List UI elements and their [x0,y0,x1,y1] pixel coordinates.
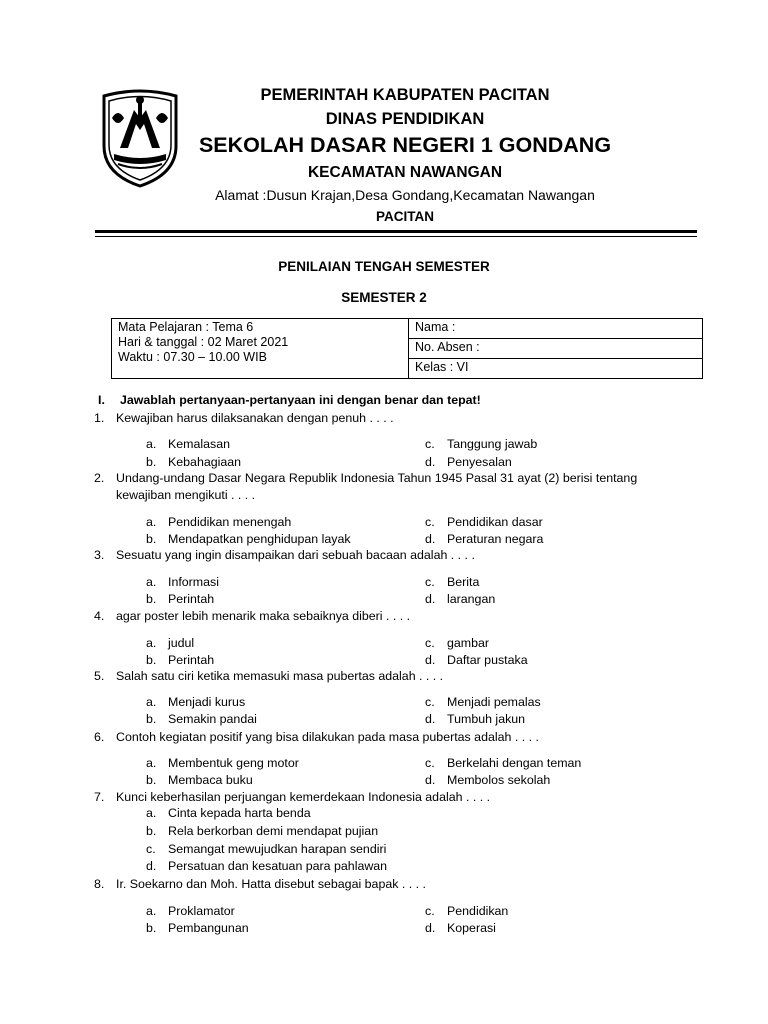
option-2b[interactable]: b. Mendapatkan penghidupan layak [146,532,351,546]
option-6d[interactable]: d. Membolos sekolah [425,773,551,787]
option-2d[interactable]: d. Peraturan negara [425,532,544,546]
school-address: Alamat :Dusun Krajan,Desa Gondang,Kecamatan Nawangan [215,187,595,203]
question-text: agar poster lebih menarik maka sebaiknya diberi . . . . [116,609,411,623]
kop-line-4: KECAMATAN NAWANGAN [307,164,503,181]
question-number: 1. [94,411,105,425]
option-4d[interactable]: d. Daftar pustaka [425,653,528,667]
option-3b[interactable]: b. Perintah [146,592,215,606]
time-line: Waktu : 07.30 – 10.00 WIB [118,350,267,364]
letterhead-divider-thin [95,236,697,237]
question-text: Sesuatu yang ingin disampaikan dari sebuah bacaan adalah . . . . [116,548,475,562]
question-text: Undang-undang Dasar Negara Republik Indonesia Tahun 1945 Pasal 31 ayat (2) berisi tentang [116,471,638,485]
school-name: SEKOLAH DASAR NEGERI 1 GONDANG [198,133,612,157]
section-instruction: Jawablah pertanyaan-pertanyaan ini dengan benar dan tepat! [120,393,481,407]
option-7b[interactable]: b. Rela berkorban demi mendapat pujian [146,824,379,838]
date-line: Hari & tanggal : 02 Maret 2021 [118,335,289,349]
option-5d[interactable]: d. Tumbuh jakun [425,712,526,726]
question-2 [94,471,637,485]
question-text: Contoh kegiatan positif yang bisa dilakukan pada masa pubertas adalah . . . . [116,730,539,744]
option-8c[interactable]: c. Pendidikan [425,904,509,918]
option-8b[interactable]: b. Pembangunan [146,921,249,935]
section-number: I. [98,393,105,407]
question-number: 3. [94,548,105,562]
question-number: 2. [94,471,105,485]
option-8d[interactable]: d. Koperasi [425,921,496,935]
subject-line: Mata Pelajaran : Tema 6 [118,320,254,334]
option-7d[interactable]: d. Persatuan dan kesatuan para pahlawan [146,859,388,873]
option-4a[interactable]: a. judul [146,636,195,650]
question-6 [94,730,539,744]
kop-line-6: PACITAN [376,209,434,224]
option-1c[interactable]: c. Tanggung jawab [425,437,538,451]
kop-line-1: PEMERINTAH KABUPATEN PACITAN [260,86,550,104]
letterhead-divider-thick [95,230,697,233]
question-text: Salah satu ciri ketika memasuki masa pubertas adalah . . . . [116,669,444,683]
question-8 [94,877,426,891]
student-info-table [111,318,703,379]
question-number: 6. [94,730,105,744]
question-5 [94,669,443,683]
question-4 [94,609,410,623]
option-5a[interactable]: a. Menjadi kurus [146,695,246,709]
question-2-continued: kewajiban mengikuti . . . . [116,488,256,502]
option-5c[interactable]: c. Menjadi pemalas [425,695,541,709]
question-text: Ir. Soekarno dan Moh. Hatta disebut sebagai bapak . . . . [116,877,426,891]
absence-number-field[interactable]: No. Absen : [409,339,703,359]
question-number: 5. [94,669,105,683]
option-2a[interactable]: a. Pendidikan menengah [146,515,292,529]
option-7a[interactable]: a. Cinta kepada harta benda [146,806,311,820]
option-4c[interactable]: c. gambar [425,636,490,650]
kop-line-2: DINAS PENDIDIKAN [325,110,485,128]
option-3d[interactable]: d. larangan [425,592,496,606]
question-number: 4. [94,609,105,623]
option-3c[interactable]: c. Berita [425,575,480,589]
option-4b[interactable]: b. Perintah [146,653,215,667]
option-6b[interactable]: b. Membaca buku [146,773,253,787]
question-number: 7. [94,790,105,804]
option-2c[interactable]: c. Pendidikan dasar [425,515,543,529]
option-1a[interactable]: a. Kemalasan [146,437,230,451]
question-7 [94,790,490,804]
exam-subtitle: SEMESTER 2 [341,290,427,305]
option-6c[interactable]: c. Berkelahi dengan teman [425,756,582,770]
question-3 [94,548,475,562]
exam-title: PENILAIAN TENGAH SEMESTER [278,259,490,274]
name-field[interactable]: Nama : [409,319,703,339]
question-text: Kunci keberhasilan perjuangan kemerdekaan Indonesia adalah . . . . [116,790,491,804]
option-7c[interactable]: c. Semangat mewujudkan harapan sendiri [146,842,387,856]
subject-info-cell [112,319,409,379]
question-1 [94,411,394,425]
option-6a[interactable]: a. Membentuk geng motor [146,756,299,770]
option-1d[interactable]: d. Penyesalan [425,455,512,469]
question-text: Kewajiban harus dilaksanakan dengan penuh . . . . [116,411,394,425]
option-1b[interactable]: b. Kebahagiaan [146,455,242,469]
option-5b[interactable]: b. Semakin pandai [146,712,257,726]
class-field: Kelas : VI [409,359,703,379]
option-3a[interactable]: a. Informasi [146,575,219,589]
question-number: 8. [94,877,105,891]
option-8a[interactable]: a. Proklamator [146,904,235,918]
